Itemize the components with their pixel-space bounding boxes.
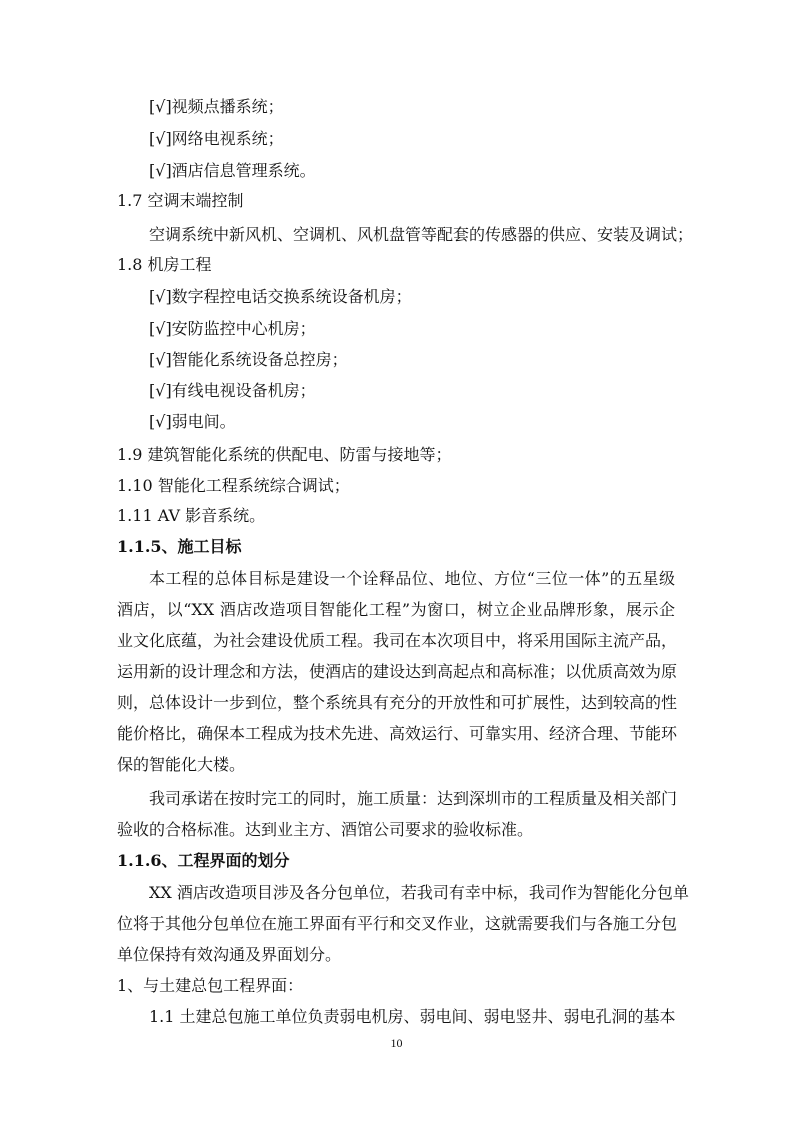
paragraph-line: 单位保持有效沟通及界面划分。	[117, 945, 342, 964]
checklist-item-weak-current-room: [√]弱电间。	[149, 412, 236, 431]
section-1-10: 1.10 智能化工程系统综合调试；	[117, 476, 350, 495]
section-1-11: 1.11 AV 影音系统。	[117, 506, 266, 525]
checklist-item-security-room: [√]安防监控中心机房；	[149, 319, 316, 338]
checklist-item-catv-room: [√]有线电视设备机房；	[149, 381, 316, 400]
checklist-item-vod: [√]视频点播系统；	[149, 97, 284, 116]
paragraph-line: 业文化底蕴，为社会建设优质工程。我司在本次项目中，将采用国际主流产品，	[117, 631, 678, 650]
paragraph-line: 我司承诺在按时完工的同时，施工质量：达到深圳市的工程质量及相关部门	[149, 789, 678, 808]
section-1-8-title: 1.8 机房工程	[117, 255, 212, 274]
list-item-1: 1、与土建总包工程界面：	[117, 976, 304, 995]
paragraph-line: 则，总体设计一步到位，整个系统具有充分的开放性和可扩展性，达到较高的性	[117, 693, 678, 712]
paragraph-line: 运用新的设计理念和方法，使酒店的建设达到高起点和高标准；以优质高效为原	[117, 662, 678, 681]
section-1-7-title: 1.7 空调末端控制	[117, 191, 244, 210]
checklist-item-hotel-info: [√]酒店信息管理系统。	[149, 161, 316, 180]
heading-1-1-5: 1.1.5、施工目标	[117, 537, 242, 556]
paragraph-line: 酒店，以“XX 酒店改造项目智能化工程”为窗口，树立企业品牌形象，展示企	[117, 600, 675, 619]
paragraph-line: 位将于其他分包单位在施工界面有平行和交叉作业，这就需要我们与各施工分包	[117, 914, 678, 933]
paragraph-line: XX 酒店改造项目涉及各分包单位，若我司有幸中标，我司作为智能化分包单	[149, 883, 689, 902]
checklist-item-network-tv: [√]网络电视系统；	[149, 129, 284, 148]
heading-1-1-6: 1.1.6、工程界面的划分	[117, 851, 290, 870]
section-1-9: 1.9 建筑智能化系统的供配电、防雷与接地等；	[117, 445, 452, 464]
list-item-1-1: 1.1 土建总包施工单位负责弱电机房、弱电间、弱电竖井、弱电孔洞的基本	[149, 1007, 676, 1026]
paragraph-line: 本工程的总体目标是建设一个诠释品位、地位、方位“三位一体”的五星级	[149, 569, 675, 588]
paragraph-line: 保的智能化大楼。	[117, 755, 246, 774]
paragraph-line: 能价格比，确保本工程成为技术先进、高效运行、可靠实用、经济合理、节能环	[117, 724, 678, 743]
paragraph-line: 验收的合格标准。达到业主方、酒馆公司要求的验收标准。	[117, 820, 534, 839]
checklist-item-pbx-room: [√]数字程控电话交换系统设备机房；	[149, 287, 412, 306]
page-number: 10	[390, 1036, 403, 1050]
checklist-item-control-room: [√]智能化系统设备总控房；	[149, 350, 348, 369]
section-1-7-text: 空调系统中新风机、空调机、风机盘管等配套的传感器的供应、安装及调试；	[149, 225, 694, 244]
